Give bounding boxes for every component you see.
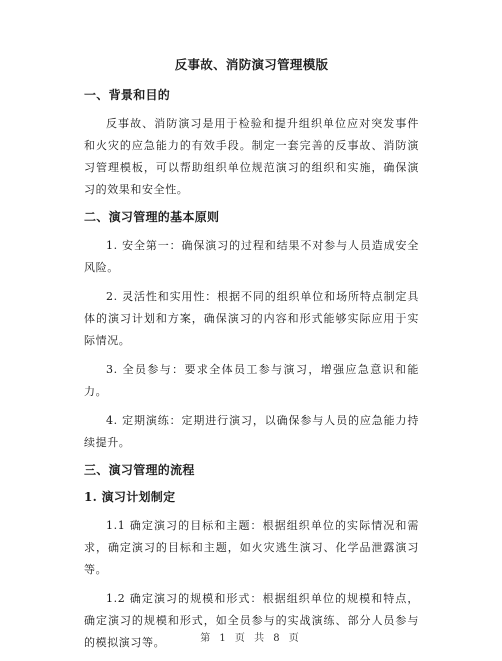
- section-heading-process: 三、演习管理的流程: [84, 463, 195, 477]
- paragraph-principle-regular-drills: 4. 定期演练：定期进行演习，以确保参与人员的应急能力持续提升。: [84, 414, 419, 449]
- paragraph-principle-participation: 3. 全员参与：要求全体员工参与演习，增强应急意识和能力。: [84, 363, 419, 398]
- page-footer: 第 1 页 共 8 页: [200, 633, 302, 644]
- paragraph-plan-goals: 1.1 确定演习的目标和主题：根据组织单位的实际情况和需求，确定演习的目标和主题，如火灾逃生演习、化学品泄露演习等。: [84, 519, 419, 576]
- paragraph-principle-safety: 1. 安全第一：确保演习的过程和结果不对参与人员造成安全风险。: [84, 239, 419, 274]
- document-body: [84, 56, 419, 661]
- paragraph-principle-flexibility: 2. 灵活性和实用性：根据不同的组织单位和场所特点制定具体的演习计划和方案，确保演习的内容和形式能够实际应用于实际情况。: [84, 290, 419, 347]
- section-heading-background: 一、背景和目的: [84, 88, 171, 102]
- section-heading-principles: 二、演习管理的基本原则: [84, 210, 220, 224]
- document-title: 反事故、消防演习管理模版: [174, 57, 329, 72]
- paragraph-background: 反事故、消防演习是用于检验和提升组织单位应对突发事件和火灾的应急能力的有效手段。制定一套完善的反事故、消防演习管理模板，可以帮助组织单位规范演习的组织和实施，确保演习的效果和安全性。: [84, 117, 419, 196]
- subsection-heading-plan: 1. 演习计划制定: [84, 490, 176, 504]
- paragraph-plan-scale: 1.2 确定演习的规模和形式：根据组织单位的规模和特点，确定演习的规模和形式，如全员参与的实战演练、部分人员参与的模拟演习等。: [84, 592, 419, 649]
